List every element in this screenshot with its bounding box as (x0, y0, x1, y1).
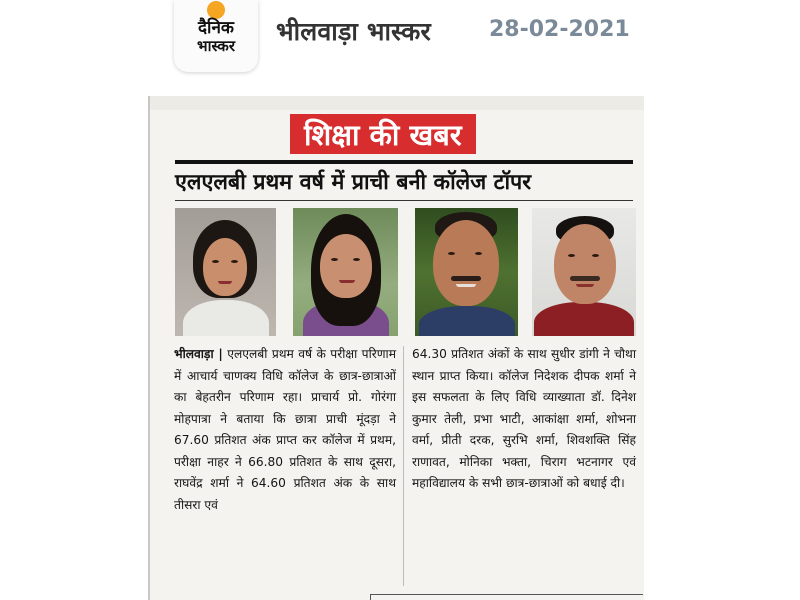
article-dateline: भीलवाड़ा | (174, 347, 223, 361)
logo-text-line1: दैनिक (198, 18, 234, 38)
headline-rule-top (175, 160, 633, 164)
article-column-1-text: एलएलबी प्रथम वर्ष के परीक्षा परिणाम में आचार्य चाणक्य विधि कॉलेज के छात्र-छात्राओं का बेहतरीन परिणाम रहा। प्राचार्य प्रो. गोरंगा मोहपात्रा ने बताया कि छात्रा प्राची मूंदड़ा ने 67.60 प्रतिशत अंक प्राप्त कर कॉलेज में प्रथम, परीक्षा नाहर ने 66.80 प्रतिशत के साथ दूसरा, राघवेंद्र शर्मा ने 64.60 प्रतिशत अंक के साथ तीसरा एवं (174, 347, 396, 512)
student-photo-2 (293, 208, 398, 336)
newspaper-clipping (150, 96, 644, 600)
edition-date: 28-02-2021 (489, 17, 630, 42)
logo-text-line2: भास्कर (197, 37, 235, 55)
headline-rule-bottom (175, 200, 633, 201)
clipping-top-strip (150, 96, 644, 110)
sun-logo-icon (207, 1, 225, 19)
article-headline: एलएलबी प्रथम वर्ष में प्राची बनी कॉलेज टॉपर (175, 170, 532, 195)
dainik-bhaskar-logo[interactable] (174, 0, 258, 72)
student-photo-1 (175, 208, 276, 336)
student-photo-4 (532, 208, 636, 336)
next-article-border (370, 594, 643, 600)
column-divider (403, 346, 404, 586)
app-header (0, 0, 800, 78)
article-column-1 (174, 344, 396, 516)
student-photo-3 (415, 208, 518, 336)
edition-title: भीलवाड़ा भास्कर (276, 17, 431, 46)
section-label: शिक्षा की खबर (290, 114, 476, 154)
article-column-2: 64.30 प्रतिशत अंकों के साथ सुधीर डांगी ने चौथा स्थान प्राप्त किया। कॉलेज निदेशक दीपक शर्मा ने इस सफलता के लिए विधि व्याख्याता डॉ. दिनेश कुमार तेली, प्रभा भाटी, आकांक्षा शर्मा, शोभना वर्मा, प्रीती दरक, सुरभि शर्मा, शिवशक्ति सिंह राणावत, मोनिका भक्ता, चिराग भटनागर एवं महाविद्यालय के सभी छात्र-छात्राओं को बधाई दी। (412, 347, 636, 490)
